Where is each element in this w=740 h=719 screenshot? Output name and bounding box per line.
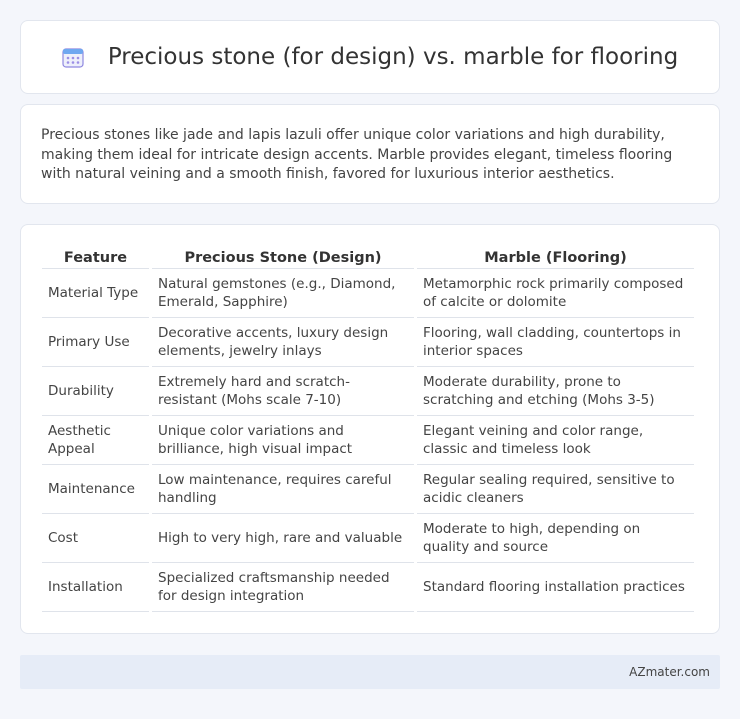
header-precious-stone: Precious Stone (Design) bbox=[152, 245, 414, 269]
page-title: Precious stone (for design) vs. marble for flooring bbox=[107, 44, 679, 70]
title-card bbox=[20, 20, 720, 94]
cell-feature: Cost bbox=[42, 514, 149, 563]
cell-marble: Metamorphic rock primarily composed of calcite or dolomite bbox=[417, 269, 694, 318]
comparison-table bbox=[39, 245, 697, 612]
cell-marble: Standard flooring installation practices bbox=[417, 563, 694, 612]
header-feature: Feature bbox=[42, 245, 149, 269]
footer-site-link[interactable]: AZmater.com bbox=[629, 665, 710, 679]
cell-feature: Maintenance bbox=[42, 465, 149, 514]
table-row bbox=[42, 367, 694, 416]
cell-feature: Durability bbox=[42, 367, 149, 416]
cell-precious-stone: Decorative accents, luxury design elements, jewelry inlays bbox=[152, 318, 414, 367]
table-row bbox=[42, 465, 694, 514]
table-row bbox=[42, 318, 694, 367]
table-row bbox=[42, 563, 694, 612]
table-header-row bbox=[42, 245, 694, 269]
cell-marble: Elegant veining and color range, classic and timeless look bbox=[417, 416, 694, 465]
cell-precious-stone: Unique color variations and brilliance, high visual impact bbox=[152, 416, 414, 465]
cell-marble: Regular sealing required, sensitive to acidic cleaners bbox=[417, 465, 694, 514]
cell-marble: Moderate to high, depending on quality and source bbox=[417, 514, 694, 563]
table-row bbox=[42, 514, 694, 563]
cell-feature: Aesthetic Appeal bbox=[42, 416, 149, 465]
cell-feature: Installation bbox=[42, 563, 149, 612]
calendar-icon bbox=[62, 46, 84, 68]
footer bbox=[20, 655, 720, 689]
cell-precious-stone: High to very high, rare and valuable bbox=[152, 514, 414, 563]
cell-marble: Moderate durability, prone to scratching and etching (Mohs 3-5) bbox=[417, 367, 694, 416]
cell-precious-stone: Specialized craftsmanship needed for design integration bbox=[152, 563, 414, 612]
header-marble: Marble (Flooring) bbox=[417, 245, 694, 269]
cell-feature: Primary Use bbox=[42, 318, 149, 367]
table-row bbox=[42, 269, 694, 318]
cell-feature: Material Type bbox=[42, 269, 149, 318]
description-text: Precious stones like jade and lapis lazuli offer unique color variations and high durability, making them ideal for intricate design accents. Marble provides elegant, timeless flooring with natural veining and a smooth finish, favored for luxurious interior aesthetics. bbox=[41, 127, 673, 182]
cell-marble: Flooring, wall cladding, countertops in interior spaces bbox=[417, 318, 694, 367]
table-row bbox=[42, 416, 694, 465]
description-card bbox=[20, 104, 720, 204]
comparison-table-card bbox=[20, 224, 720, 634]
cell-precious-stone: Low maintenance, requires careful handling bbox=[152, 465, 414, 514]
cell-precious-stone: Natural gemstones (e.g., Diamond, Emerald, Sapphire) bbox=[152, 269, 414, 318]
cell-precious-stone: Extremely hard and scratch-resistant (Mohs scale 7-10) bbox=[152, 367, 414, 416]
